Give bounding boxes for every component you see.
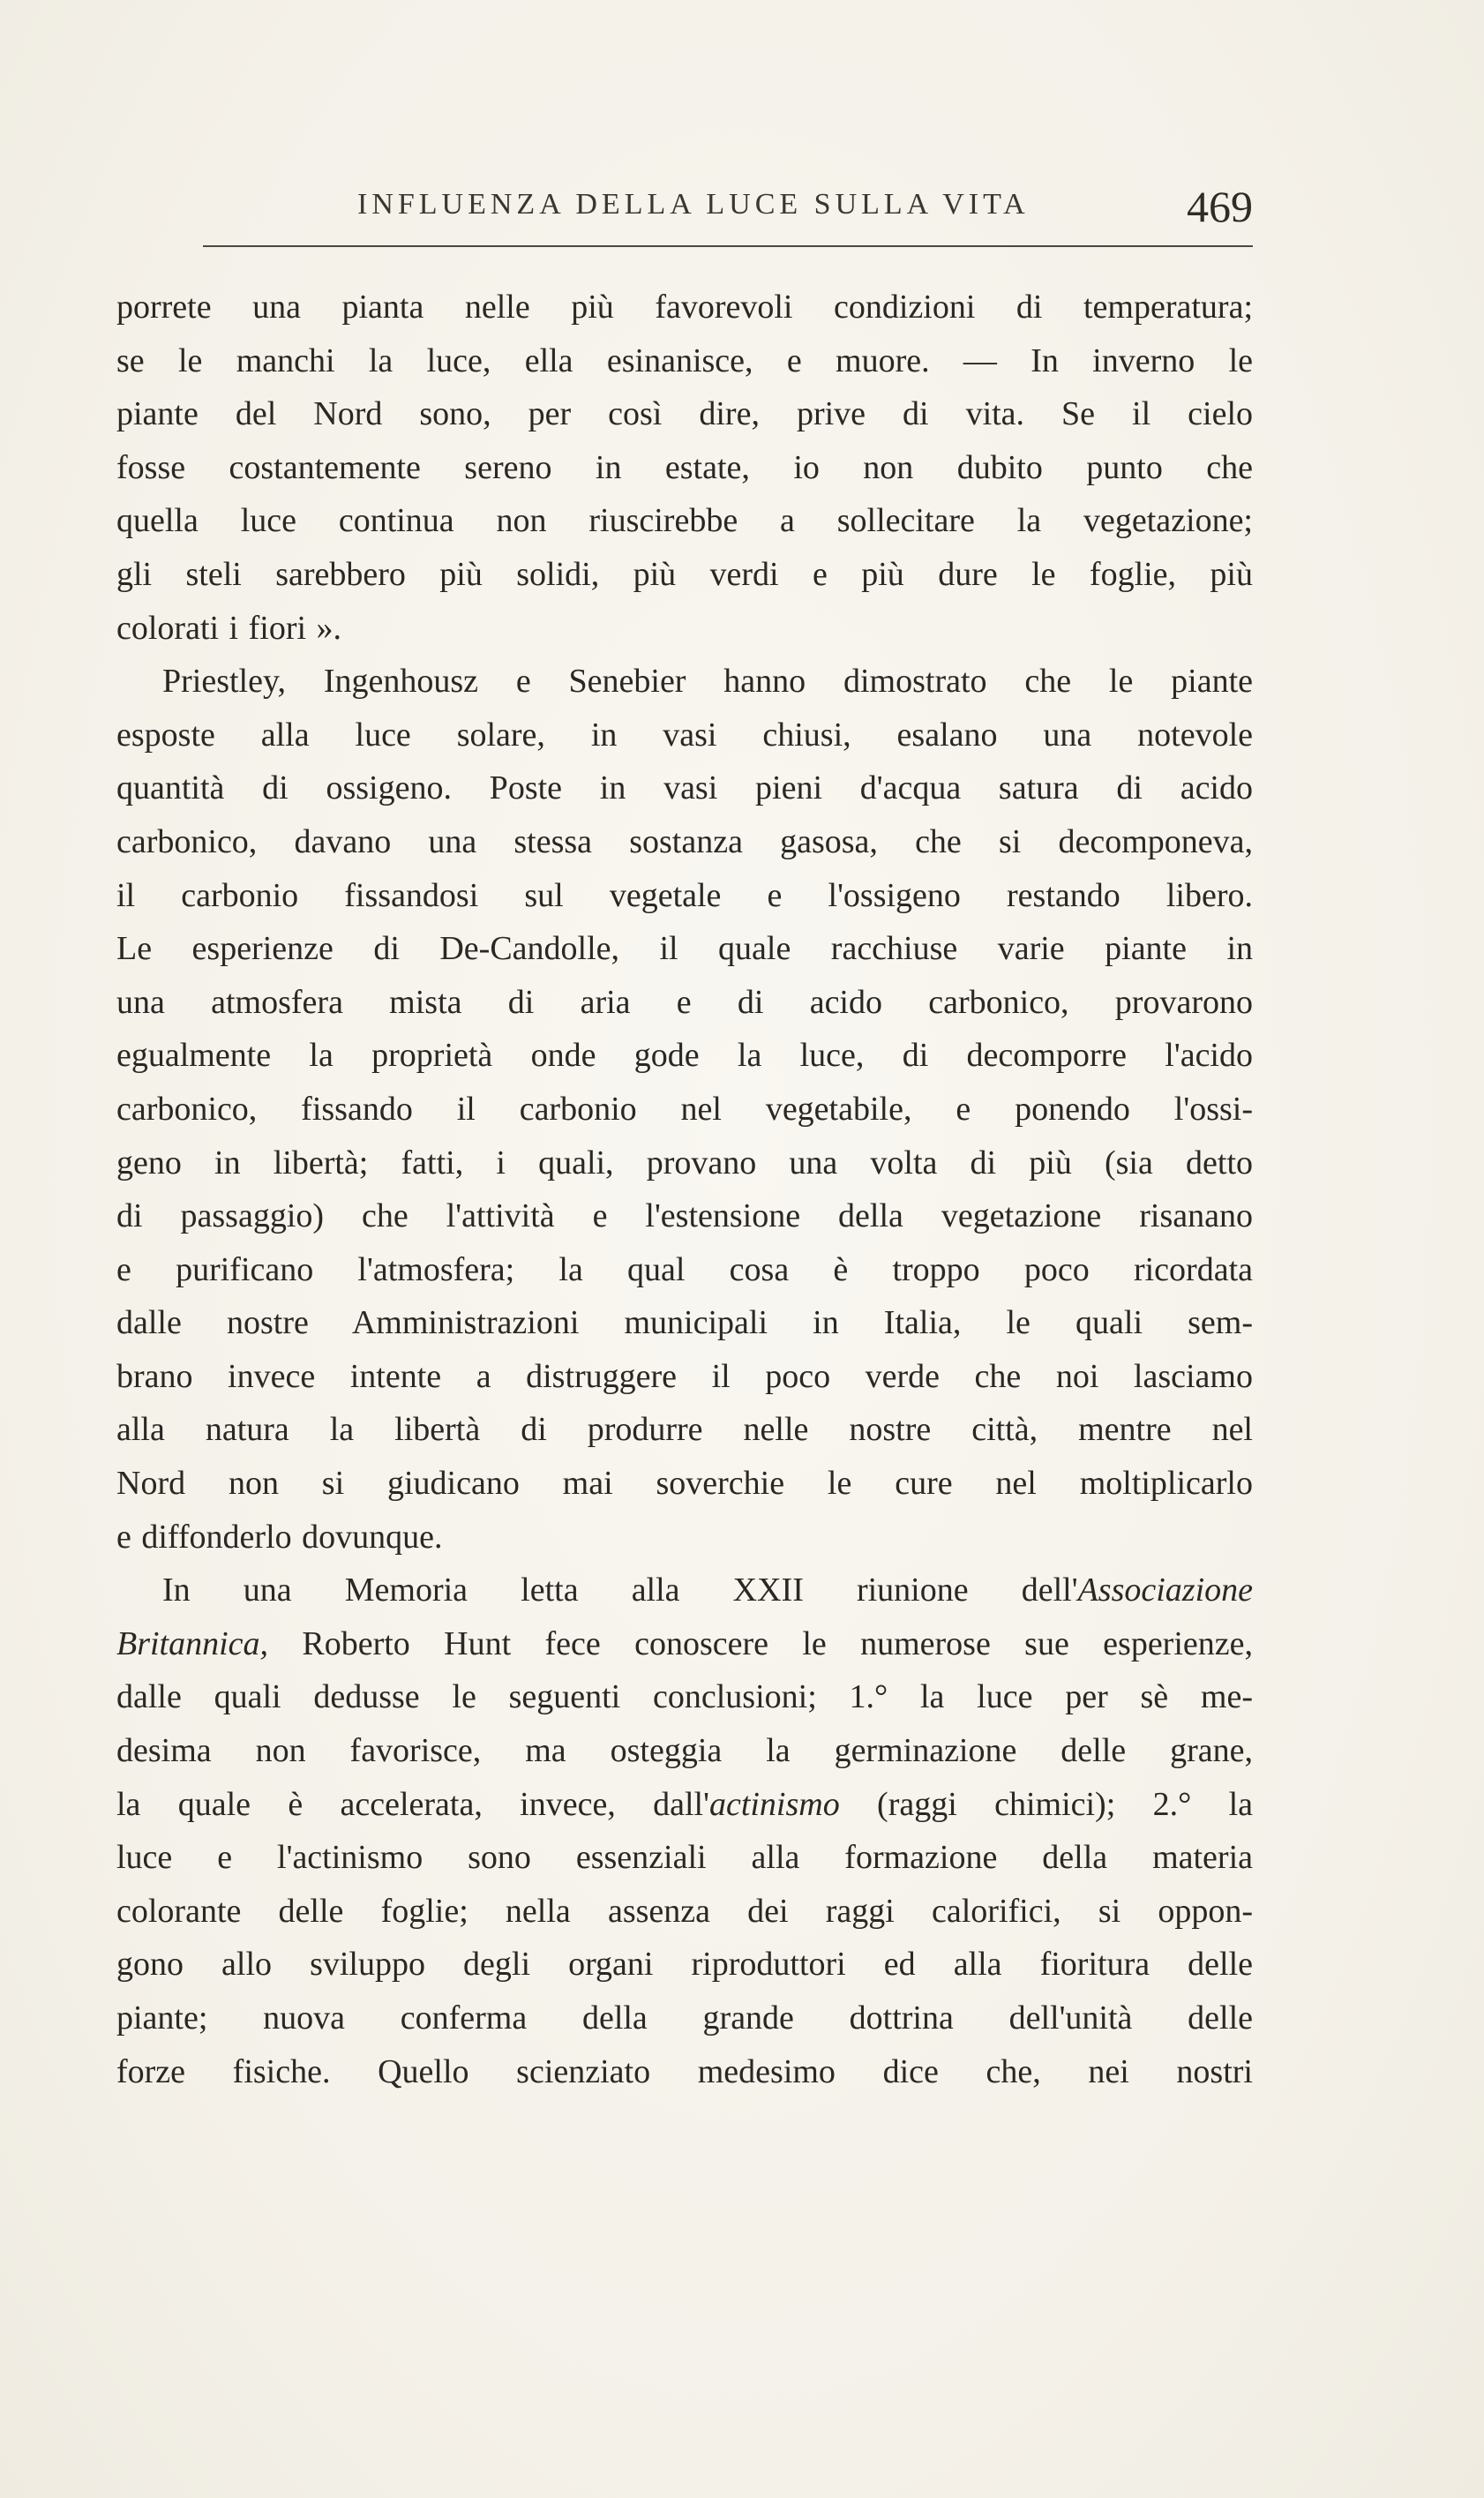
- text-line: dalle quali dedusse le seguenti conclusioni; 1.° la luce per sè me-: [116, 1678, 1253, 1716]
- text-line: brano invece intente a distruggere il poco verde che noi lasciamo: [116, 1357, 1253, 1395]
- text-run: la quale è accelerata, invece, dall': [116, 1785, 709, 1823]
- text-line: colorante delle foglie; nella assenza dei raggi calorifici, si oppon-: [116, 1892, 1253, 1930]
- text-line: il carbonio fissandosi sul vegetale e l'ossigeno restando libero.: [116, 876, 1253, 914]
- text-line: desima non favorisce, ma osteggia la germinazione delle grane,: [116, 1732, 1253, 1770]
- text-line: forze fisiche. Quello scienziato medesimo dice che, nei nostri: [116, 2052, 1253, 2090]
- italic-term: Britannica,: [116, 1624, 269, 1662]
- text-line: Le esperienze di De-Candolle, il quale racchiuse varie piante in: [116, 930, 1253, 968]
- text-run: Roberto Hunt fece conoscere le numerose sue esperienze,: [268, 1624, 1253, 1662]
- body-text: [116, 281, 1253, 2098]
- text-line: quantità di ossigeno. Poste in vasi pieni d'acqua satura di acido: [116, 769, 1253, 807]
- text-run: (raggi chimici); 2.° la: [839, 1785, 1253, 1823]
- page-number: 469: [1187, 182, 1253, 231]
- text-line: fosse costantemente sereno in estate, io non dubito punto che: [116, 448, 1253, 486]
- text-line: dalle nostre Amministrazioni municipali in Italia, le quali sem-: [116, 1304, 1253, 1342]
- italic-term: actinismo: [708, 1785, 840, 1823]
- text-line: e diffonderlo dovunque.: [116, 1518, 443, 1556]
- text-line: e purificano l'atmosfera; la qual cosa è troppo poco ricordata: [116, 1250, 1253, 1288]
- italic-term: Associazione: [1077, 1572, 1253, 1609]
- text-line: egualmente la proprietà onde gode la luce, di decomporre l'acido: [116, 1037, 1253, 1075]
- text-line: piante; nuova conferma della grande dottrina dell'unità delle: [116, 1999, 1253, 2037]
- text-line: Nord non si giudicano mai soverchie le cure nel moltiplicarlo: [116, 1465, 1253, 1503]
- text-line: quella luce continua non riuscirebbe a sollecitare la vegetazione;: [116, 502, 1253, 540]
- text-line: luce e l'actinismo sono essenziali alla formazione della materia: [116, 1839, 1253, 1877]
- text-line: gli steli sarebbero più solidi, più verdi e più dure le foglie, più: [116, 555, 1253, 593]
- header-rule: [203, 245, 1253, 247]
- text-line: di passaggio) che l'attività e l'estensione della vegetazione risanano: [116, 1197, 1253, 1235]
- text-line: porrete una pianta nelle più favorevoli condizioni di temperatura;: [116, 289, 1253, 326]
- text-line: geno in libertà; fatti, i quali, provano una volta di più (sia detto: [116, 1144, 1253, 1181]
- text-run: In una Memoria letta alla XXII riunione dell': [162, 1572, 1078, 1609]
- text-line: esposte alla luce solare, in vasi chiusi, esalano una notevole: [116, 716, 1253, 754]
- text-line: [116, 1778, 1253, 1832]
- text-line: Priestley, Ingenhousz e Senebier hanno dimostrato che le piante: [162, 663, 1253, 701]
- text-line: [116, 1564, 1253, 1617]
- text-line: gono allo sviluppo degli organi riproduttori ed alla fioritura delle: [116, 1946, 1253, 1984]
- text-line: carbonico, davano una stessa sostanza gasosa, che si decomponeva,: [116, 822, 1253, 860]
- text-line: carbonico, fissando il carbonio nel vegetabile, e ponendo l'ossi-: [116, 1090, 1253, 1128]
- running-head: [203, 181, 1253, 234]
- text-line: piante del Nord sono, per così dire, prive di vita. Se il cielo: [116, 395, 1253, 433]
- running-title: INFLUENZA DELLA LUCE SULLA VITA: [357, 188, 1030, 221]
- text-line: una atmosfera mista di aria e di acido carbonico, provarono: [116, 983, 1253, 1021]
- text-line: se le manchi la luce, ella esinanisce, e muore. — In inverno le: [116, 341, 1253, 379]
- text-line: colorati i fiori ».: [116, 609, 342, 647]
- text-line: alla natura la libertà di produrre nelle nostre città, mentre nel: [116, 1411, 1253, 1449]
- text-line: [116, 1617, 1253, 1671]
